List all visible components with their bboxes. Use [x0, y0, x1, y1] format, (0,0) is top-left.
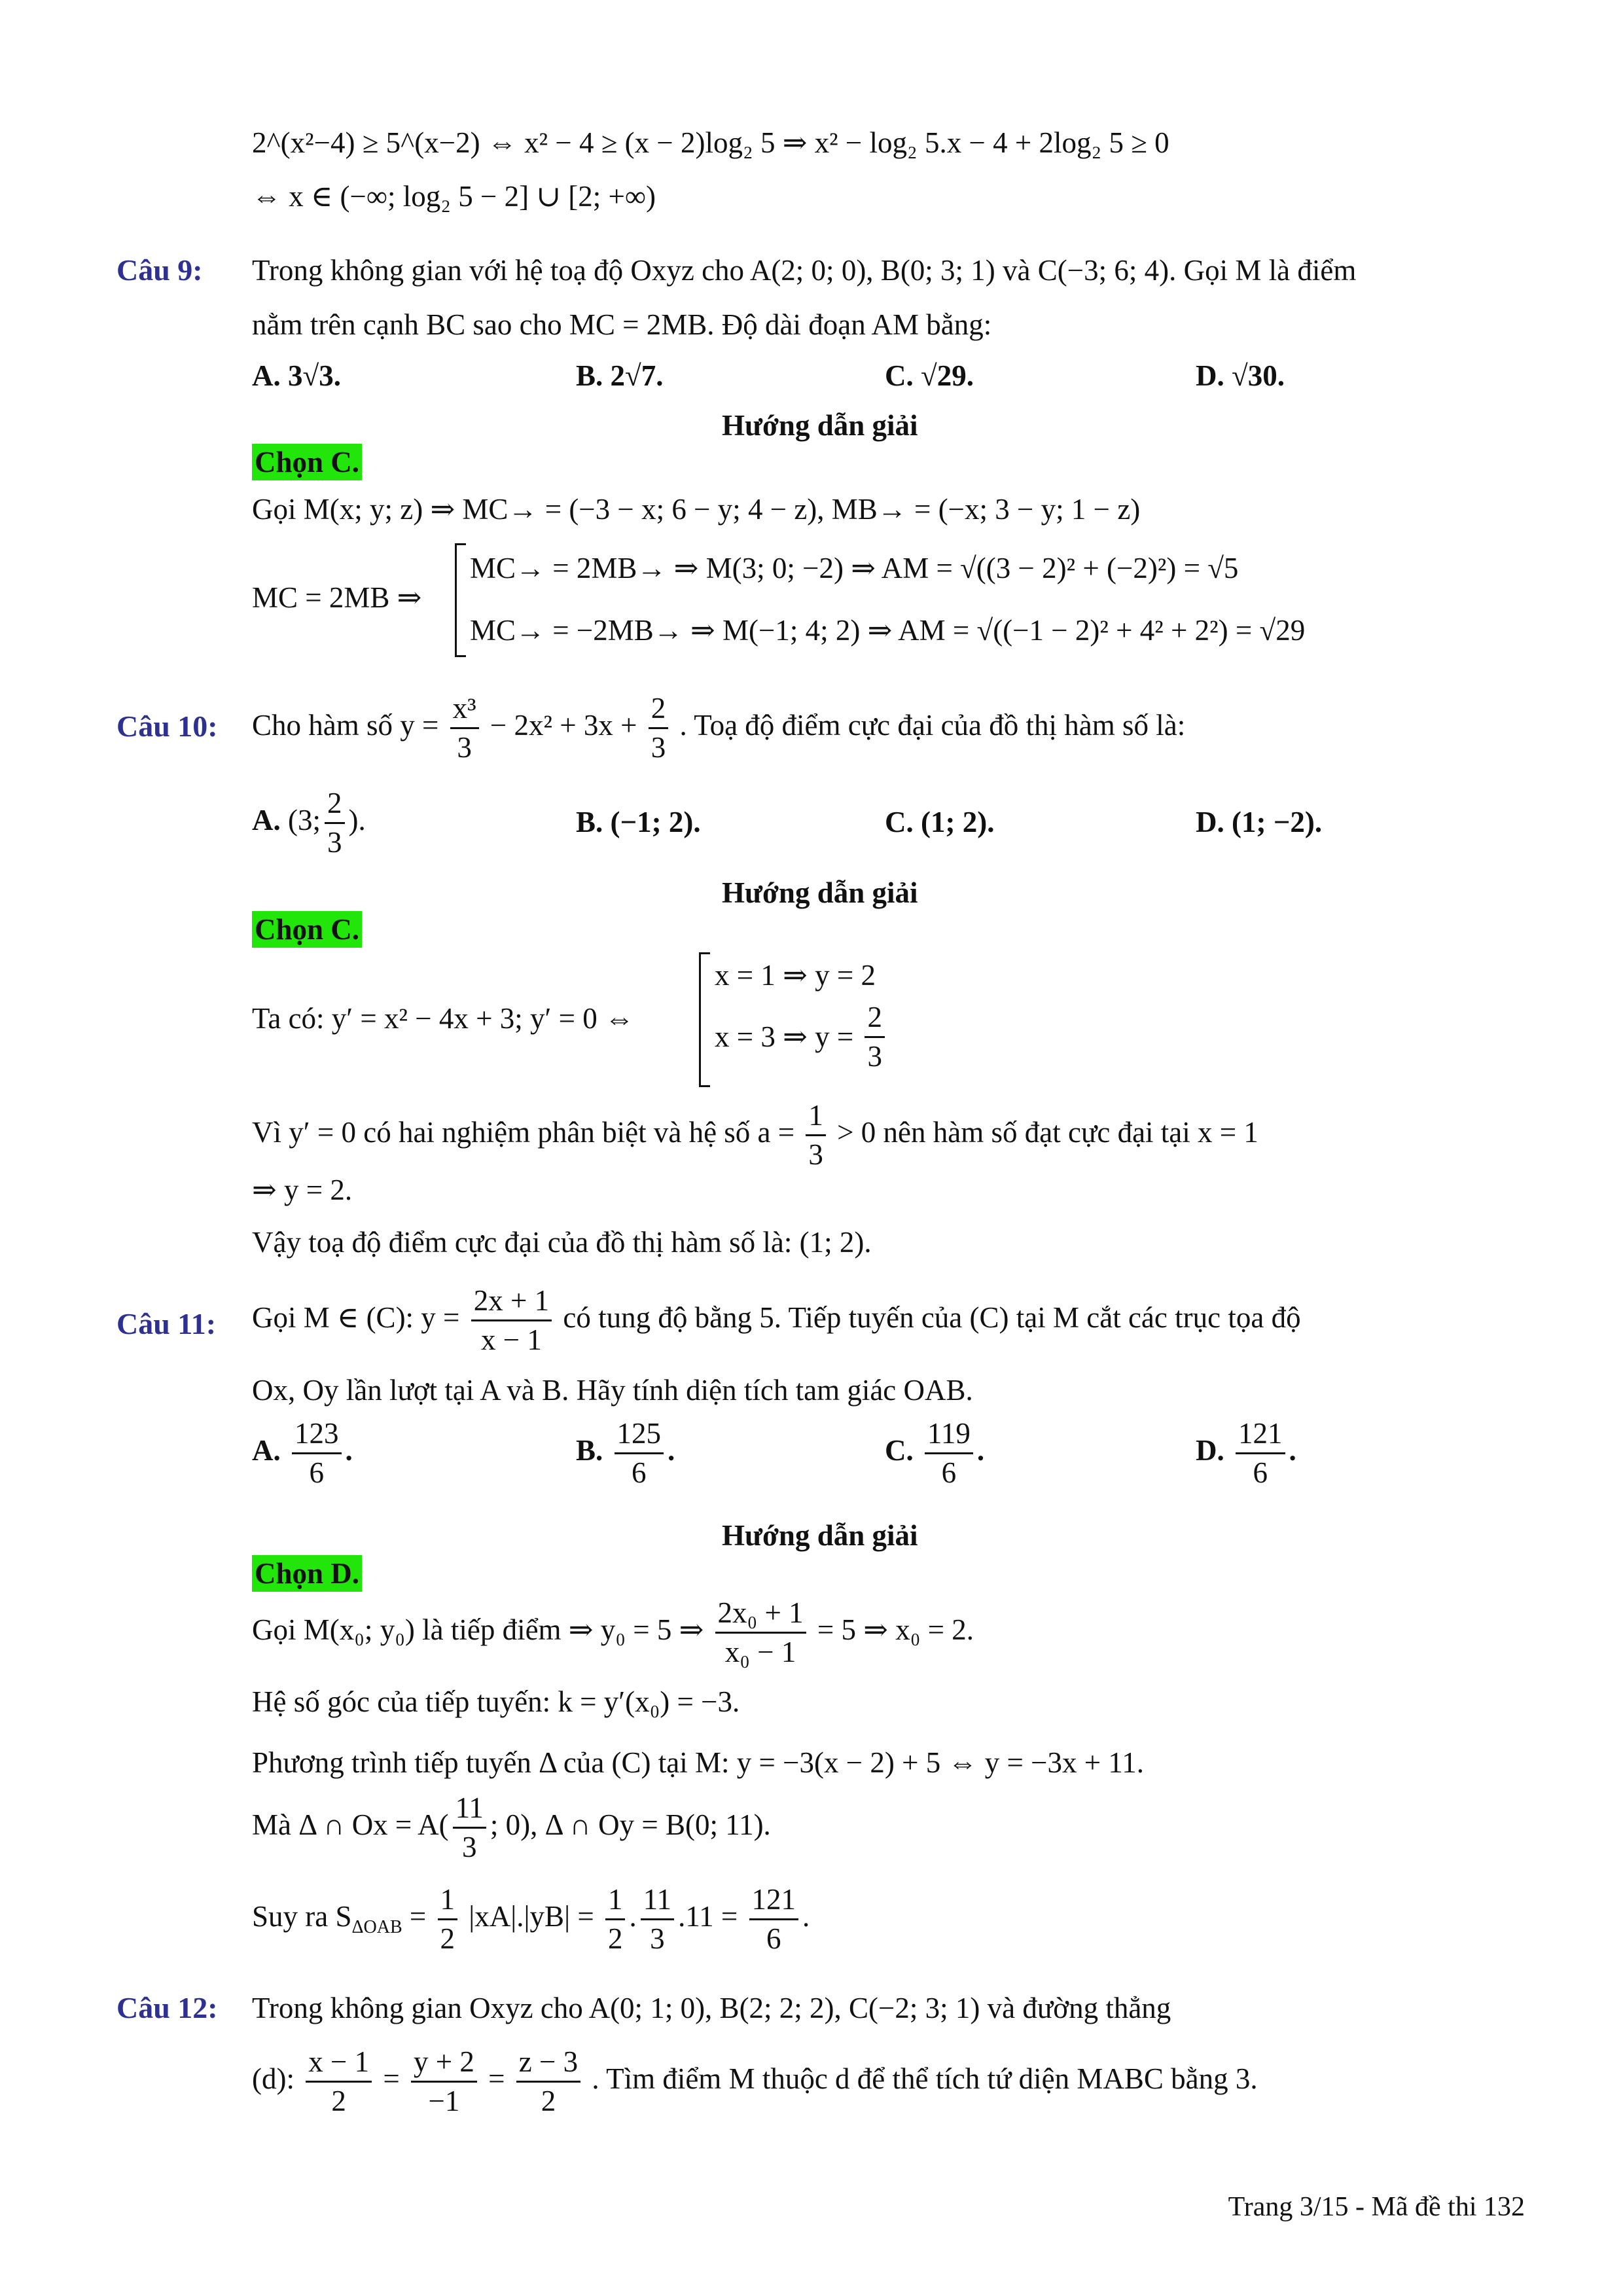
- question-10-solution-4: Vậy toạ độ điểm cực đại của đồ thị hàm số là: (1; 2).: [252, 1226, 872, 1259]
- question-9-stem-1: Trong không gian với hệ toạ độ Oxyz cho A(2; 0; 0), B(0; 3; 1) và C(−3; 6; 4). Gọi M là điểm: [252, 254, 1357, 287]
- prev-solution-line-1: 2^(x²−4) ≥ 5^(x−2) ⇔ x² − 4 ≥ (x − 2)log₂ 5 ⇒ x² − log₂ 5.x − 4 + 2log₂ 5 ≥ 0: [252, 126, 1169, 159]
- question-10-stem-b: − 2x² + 3x +: [490, 708, 637, 742]
- question-12-stem-2: (d): $\frac{x - 1}{2}$ = $\frac{y + 2}{-1}$ = $\frac{z - 3}{2}$ . Tìm điểm M thuộc d để thể tích tứ diện MABC bằng 3.: [252, 2045, 1258, 2117]
- question-11-solution-4: Mà Δ ∩ Ox = A( $\frac{11}{3}$ ; 0), Δ ∩ Oy = B(0; 11).: [252, 1791, 771, 1863]
- question-11-chosen-answer: Chọn D.: [252, 1555, 362, 1592]
- question-10-option-a: A. (3; $\frac{2}{3}$ ).: [252, 787, 366, 859]
- question-9-option-a: A. 3√3.: [252, 359, 341, 392]
- question-10-fraction-2: $\frac{2}{3}$: [649, 694, 669, 762]
- question-9-label: Câu 9:: [116, 253, 203, 287]
- question-9-option-b: B. 2√7.: [576, 359, 664, 392]
- question-10-fraction-1: $\frac{\text{x³}}{3}$: [450, 694, 479, 762]
- question-11-solution-2: Hệ số góc của tiếp tuyến: k = y′(x₀) = −3.: [252, 1685, 740, 1718]
- question-10-option-c: C. (1; 2).: [885, 806, 995, 838]
- question-11-option-a: A. $\frac{123}{6}$ .: [252, 1417, 353, 1489]
- question-11-option-b: B. $\frac{125}{6}$ .: [576, 1417, 675, 1489]
- question-10-option-d: D. (1; −2).: [1196, 806, 1323, 838]
- question-10-stem: [252, 694, 1185, 762]
- question-9-solution-lhs: MC = 2MB ⇒: [252, 581, 422, 614]
- question-10-solution-1: Ta có: y′ = x² − 4x + 3; y′ = 0 ⇔: [252, 1002, 634, 1035]
- question-11-option-d: D. $\frac{121}{6}$ .: [1196, 1417, 1296, 1489]
- page-footer: Trang 3/15 - Mã đề thi 132: [1228, 2192, 1525, 2222]
- question-11-solution-1: Gọi M(x₀; y₀) là tiếp điểm ⇒ y₀ = 5 ⇒ $\frac{\text{2x₀ + 1}}{\text{x₀ − 1}}$ = 5 ⇒ x₀ = 2.: [252, 1596, 974, 1668]
- question-11-option-c: C. $\frac{119}{6}$ .: [885, 1417, 985, 1489]
- question-10-stem-a: Cho hàm số y =: [252, 708, 439, 742]
- question-12-label: Câu 12:: [116, 1991, 218, 2024]
- question-9-solution-1: Gọi M(x; y; z) ⇒ MC→ = (−3 − x; 6 − y; 4 − z), MB→ = (−x; 3 − y; 1 − z): [252, 493, 1141, 526]
- question-11-solution-5: Suy ra $S_{\Delta OAB}$ = $\frac{1}{2}$ |xA|.|yB| = $\frac{1}{2}$ . $\frac{11}{3}$ .11 = $\frac{121}{6}$ .: [252, 1883, 810, 1955]
- question-11-guide-heading: Hướng dẫn giải: [722, 1519, 918, 1552]
- question-9-case-bracket: [455, 543, 466, 657]
- question-11-label: Câu 11:: [116, 1307, 217, 1340]
- question-11-stem-2: Ox, Oy lần lượt tại A và B. Hãy tính diện tích tam giác OAB.: [252, 1374, 973, 1407]
- question-10-label: Câu 10:: [116, 709, 218, 743]
- question-9-option-d: D. √30.: [1196, 359, 1285, 392]
- question-10-stem-c: . Toạ độ điểm cực đại của đồ thị hàm số là:: [679, 708, 1186, 742]
- question-9-chosen-answer: Chọn C.: [252, 444, 362, 480]
- prev-solution-line-2: ⇔ x ∈ (−∞; log₂ 5 − 2] ∪ [2; +∞): [252, 180, 656, 213]
- question-9-case-1: MC→ = 2MB→ ⇒ M(3; 0; −2) ⇒ AM = √((3 − 2)² + (−2)²) = √5: [470, 552, 1239, 584]
- question-11-solution-3: Phương trình tiếp tuyến Δ của (C) tại M: y = −3(x − 2) + 5 ⇔ y = −3x + 11.: [252, 1746, 1144, 1779]
- question-10-solution-3: ⇒ y = 2.: [252, 1174, 353, 1206]
- question-9-guide-heading: Hướng dẫn giải: [722, 409, 918, 442]
- question-12-stem-1: Trong không gian Oxyz cho A(0; 1; 0), B(2; 2; 2), C(−2; 3; 1) và đường thẳng: [252, 1992, 1171, 2024]
- question-11-stem-1: Gọi M ∈ (C): y = $\frac{2x + 1}{x - 1}$ có tung độ bằng 5. Tiếp tuyến của (C) tại M cắt các trục tọa độ: [252, 1284, 1301, 1356]
- question-9-stem-2: nằm trên cạnh BC sao cho MC = 2MB. Độ dài đoạn AM bằng:: [252, 308, 992, 341]
- question-10-case-2: x = 3 ⇒ y = $\frac{2}{3}$: [715, 1003, 889, 1071]
- question-10-solution-2: Vì y′ = 0 có hai nghiệm phân biệt và hệ số a = $\frac{1}{3}$ > 0 nên hàm số đạt cực đại tại x = 1: [252, 1099, 1258, 1171]
- question-9-case-2: MC→ = −2MB→ ⇒ M(−1; 4; 2) ⇒ AM = √((−1 − 2)² + 4² + 2²) = √29: [470, 614, 1306, 647]
- question-10-option-b: B. (−1; 2).: [576, 806, 701, 838]
- question-10-guide-heading: Hướng dẫn giải: [722, 876, 918, 909]
- question-10-chosen-answer: Chọn C.: [252, 911, 362, 948]
- question-10-case-1: x = 1 ⇒ y = 2: [715, 959, 876, 992]
- question-9-option-c: C. √29.: [885, 359, 974, 392]
- question-10-case-bracket: [699, 952, 710, 1087]
